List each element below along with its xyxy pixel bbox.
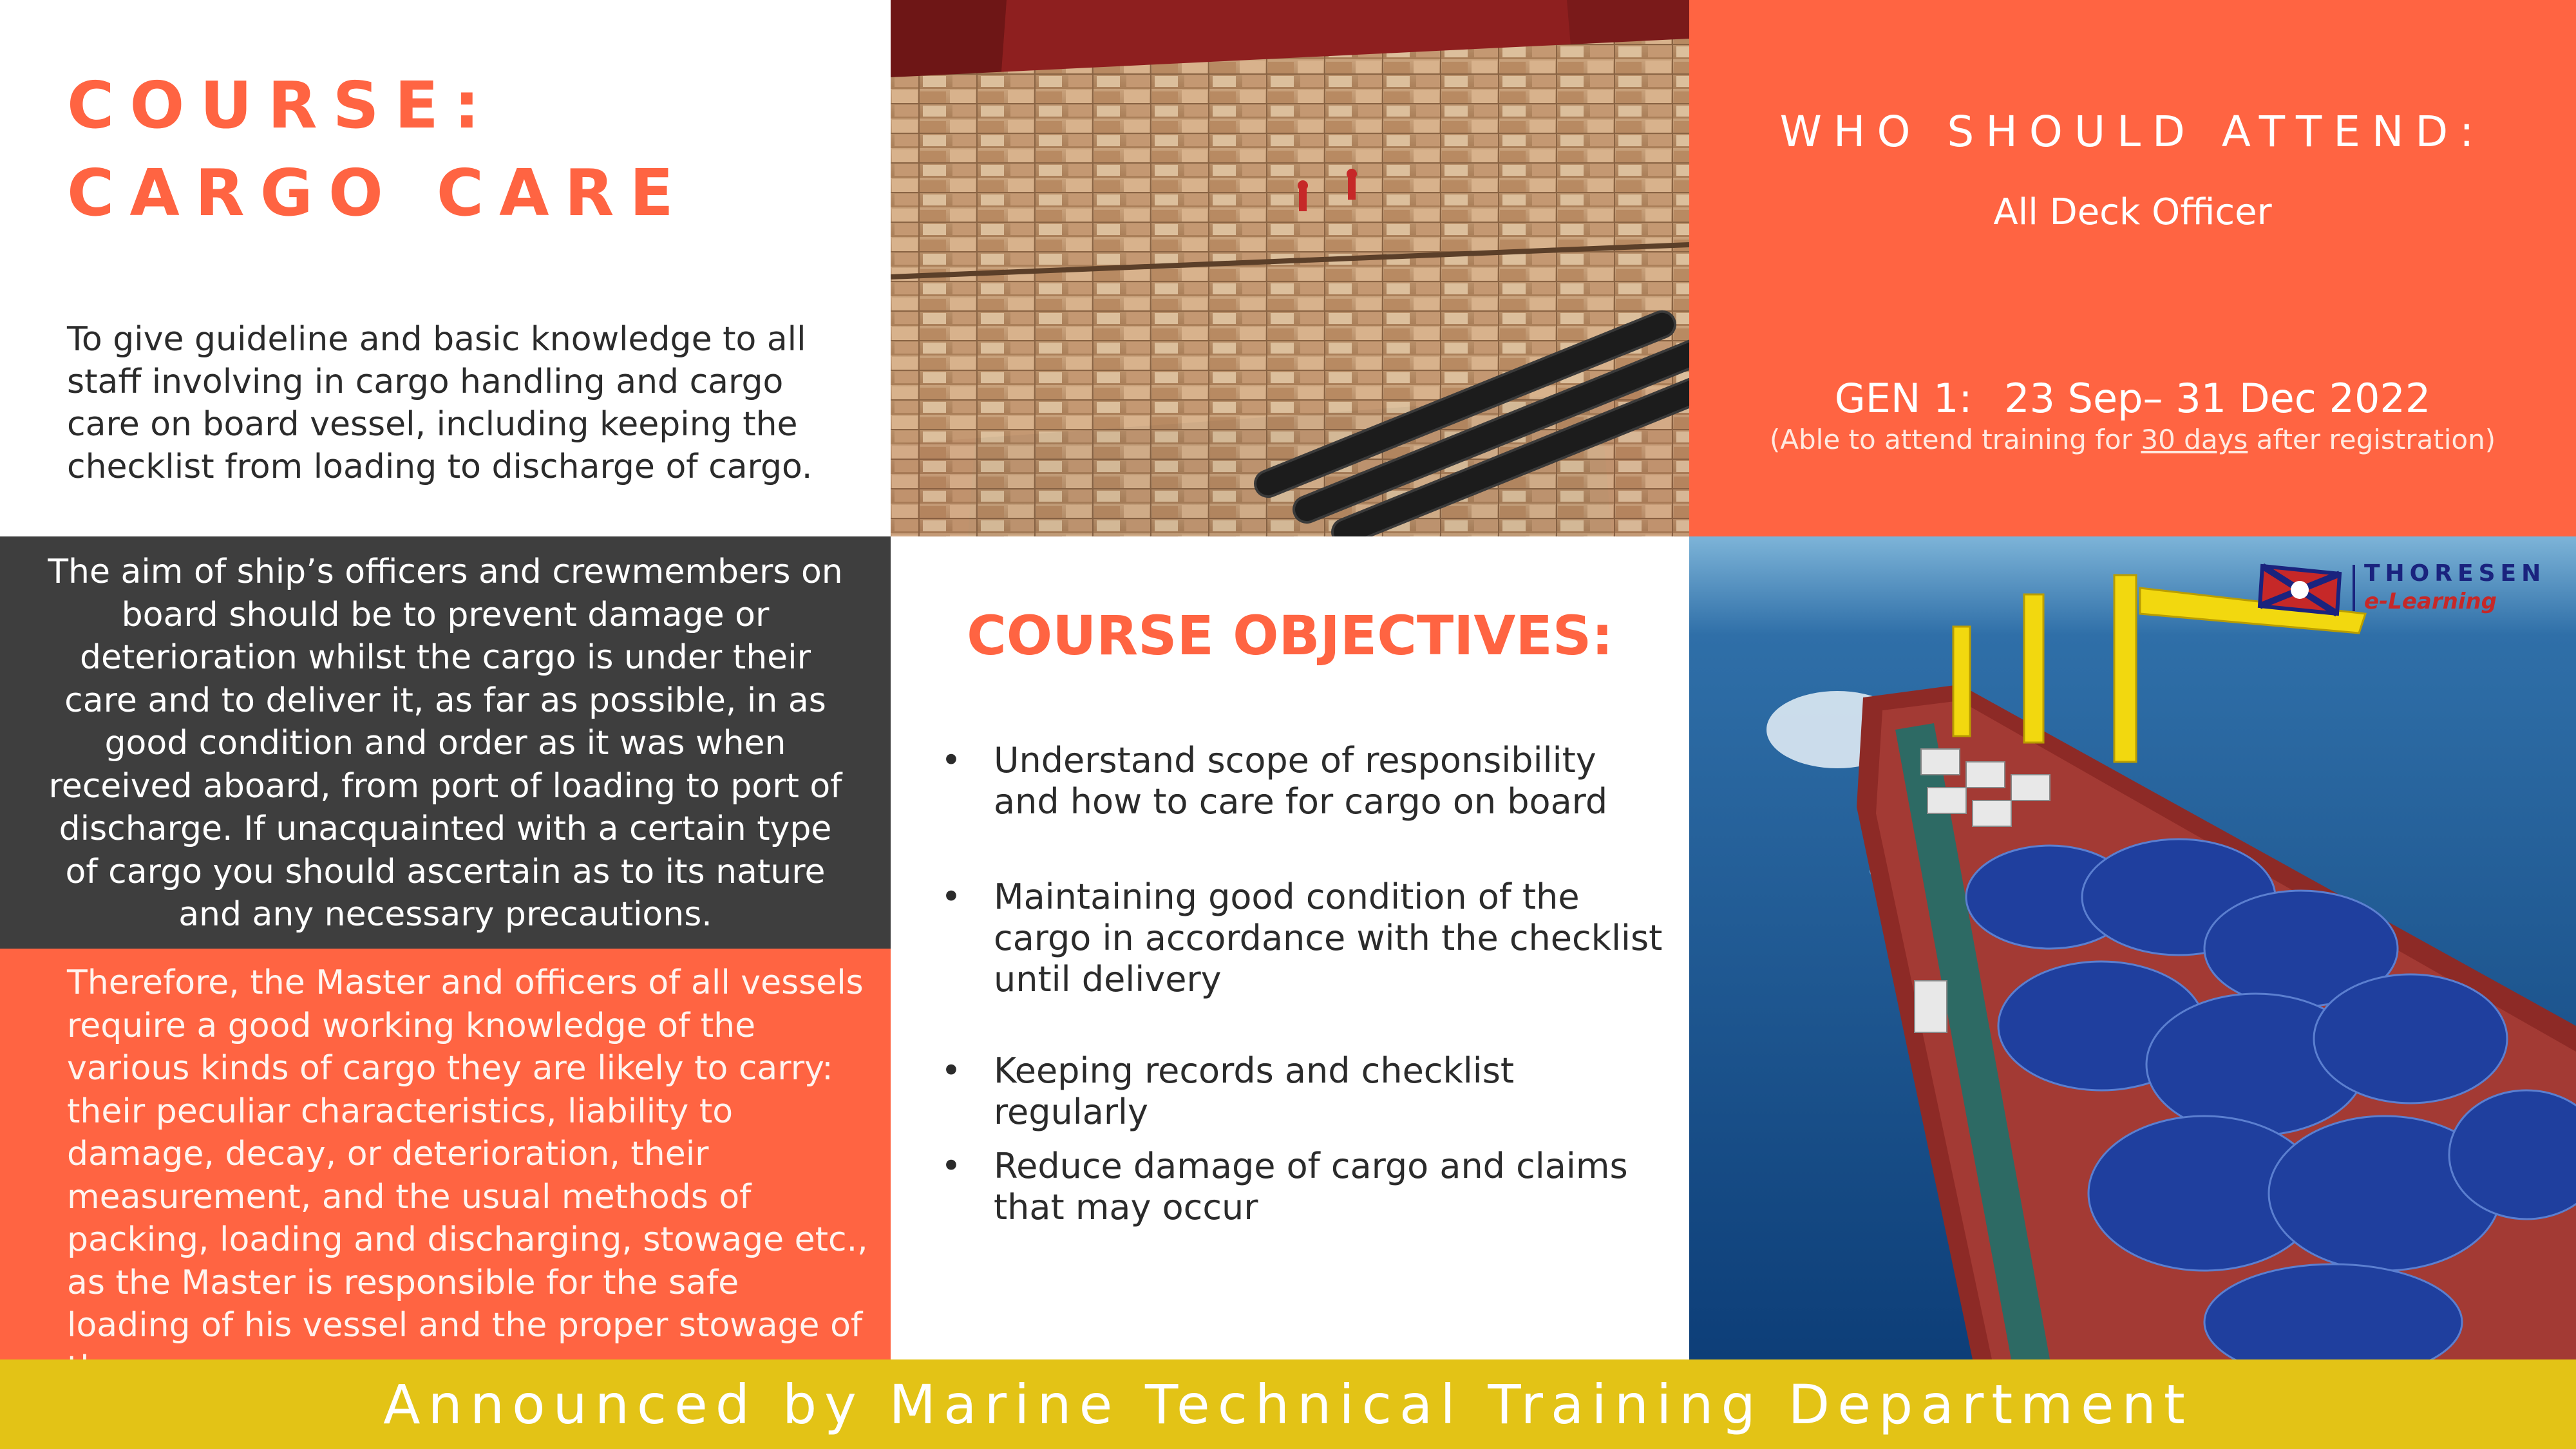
logo-product: e-Learning bbox=[2364, 589, 2497, 614]
access-note bbox=[1689, 426, 2576, 453]
objective-text: Reduce damage of cargo and claims that may occur bbox=[994, 1146, 1628, 1227]
objectives-panel bbox=[891, 536, 1689, 1359]
access-days: 30 days bbox=[2141, 424, 2248, 455]
course-title-panel bbox=[0, 0, 891, 536]
generation-label: GEN 1: bbox=[1834, 375, 1973, 422]
attendance-panel bbox=[1689, 0, 2576, 536]
schedule-dates: 23 Sep– 31 Dec 2022 bbox=[2004, 375, 2431, 422]
flag-icon bbox=[2256, 560, 2346, 618]
aim-panel bbox=[0, 536, 891, 949]
objective-item bbox=[941, 1146, 1663, 1228]
bullet-icon: • bbox=[941, 740, 961, 781]
attend-heading: WHO SHOULD ATTEND: bbox=[1779, 107, 2486, 156]
thoresen-logo bbox=[2256, 556, 2546, 620]
requirements-panel bbox=[0, 949, 891, 1359]
objectives-heading: COURSE OBJECTIVES: bbox=[967, 604, 1613, 667]
logo-divider bbox=[2353, 565, 2355, 611]
footer-text: Announced by Marine Technical Training Department bbox=[383, 1373, 2193, 1436]
objective-item bbox=[941, 876, 1663, 1000]
course-label: COURSE: bbox=[67, 68, 495, 143]
objective-text: Maintaining good condition of the cargo in accordance with the checklist until delivery bbox=[994, 876, 1663, 999]
bullet-icon: • bbox=[941, 1050, 961, 1091]
aim-text: The aim of ship’s officers and crewmembers on board should be to prevent damage or deterioration whilst the cargo is under their care and to deliver it, as far as possible, in as good condition and order as it was when received aboard, from port of loading to port of discharge. If unacquainted with a certain type of cargo you should ascertain as to its nature and any necessary precautions. bbox=[48, 553, 843, 934]
footer-banner bbox=[0, 1359, 2576, 1449]
course-name: CARGO CARE bbox=[67, 155, 689, 231]
attend-audience: All Deck Officer bbox=[1993, 191, 2272, 233]
logo-brand: THORESEN bbox=[2364, 560, 2546, 587]
bullet-icon: • bbox=[941, 876, 961, 917]
objective-text: Keeping records and checklist regularly bbox=[994, 1050, 1515, 1132]
schedule-line bbox=[1689, 375, 2576, 422]
objective-item bbox=[941, 1050, 1663, 1133]
cargo-hold-photo bbox=[891, 0, 1689, 536]
course-intro: To give guideline and basic knowledge to all staff involving in cargo handling and cargo care on board vessel, including keeping the checklist from loading to discharge of cargo. bbox=[67, 320, 813, 486]
bullet-icon: • bbox=[941, 1146, 961, 1186]
access-note-suffix: after registration) bbox=[2256, 424, 2496, 455]
ship-at-sea-photo bbox=[1689, 536, 2576, 1359]
access-note-prefix: (Able to attend training for bbox=[1769, 424, 2133, 455]
requirements-text: Therefore, the Master and officers of all vessels require a good working knowledge of the various kinds of cargo they are likely to carry: their peculiar characteristics, liability to damage, decay, or deterioration, their measurement, and the usual methods of packing, loading and discharging, stowage etc., as the Master is responsible for the safe loading of his vessel and the proper stowage of bbox=[67, 963, 868, 1345]
objective-item bbox=[941, 740, 1663, 822]
objective-text: Understand scope of responsibility and how to care for cargo on board bbox=[994, 740, 1608, 822]
